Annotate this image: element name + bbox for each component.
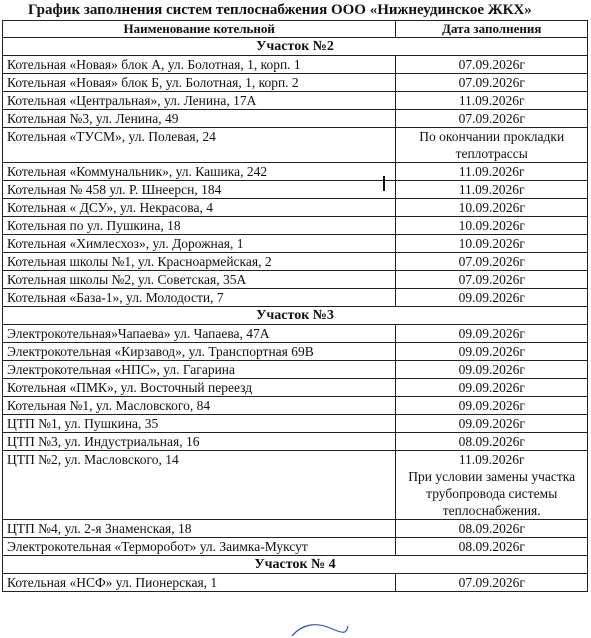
table-row	[3, 361, 588, 379]
table-row	[3, 451, 588, 520]
table-row	[3, 110, 588, 128]
table-header-row	[3, 21, 588, 38]
section-row	[3, 307, 588, 325]
boiler-name-cell: Котельная «Центральная», ул. Ленина, 17А	[3, 92, 396, 110]
boiler-name-cell: Электрокотельная»Чапаева» ул. Чапаева, 47А	[3, 325, 396, 343]
fill-date-cell: 07.09.2026г	[396, 253, 588, 271]
section-label: Участок №3	[3, 307, 588, 325]
table-row	[3, 74, 588, 92]
fill-date-cell: 11.09.2026г	[396, 92, 588, 110]
boiler-name-cell: Котельная « ДСУ», ул. Некрасова, 4	[3, 199, 396, 217]
fill-date-cell: 09.09.2026г	[396, 361, 588, 379]
boiler-name-cell: Котельная по ул. Пушкина, 18	[3, 217, 396, 235]
table-body	[3, 38, 588, 592]
fill-date-cell: 09.09.2026г	[396, 343, 588, 361]
fill-date-cell: 08.09.2026г	[396, 538, 588, 556]
fill-date-cell: 09.09.2026г	[396, 325, 588, 343]
boiler-name-cell: Котельная «Новая» блок А, ул. Болотная, 1, корп. 1	[3, 56, 396, 74]
table-row	[3, 253, 588, 271]
table-row	[3, 217, 588, 235]
fill-date-cell: 10.09.2026г	[396, 199, 588, 217]
section-label: Участок № 4	[3, 556, 588, 574]
table-row	[3, 289, 588, 307]
fill-date-cell: 10.09.2026г	[396, 235, 588, 253]
fill-date-cell	[396, 451, 588, 520]
boiler-name-cell: Котельная «Новая» блок Б, ул. Болотная, 1, корп. 2	[3, 74, 396, 92]
boiler-name-cell: ЦТП №3, ул. Индустриальная, 16	[3, 433, 396, 451]
fill-date-value: 11.09.2026г	[458, 452, 525, 467]
boiler-name-cell: Котельная «ТУСМ», ул. Полевая, 24	[3, 128, 396, 163]
table-row	[3, 325, 588, 343]
boiler-name-cell: Электрокотельная «Терморобот» ул. Заимка-Муксут	[3, 538, 396, 556]
table-row	[3, 397, 588, 415]
boiler-name-cell: Котельная «Химлесхоз», ул. Дорожная, 1	[3, 235, 396, 253]
table-row	[3, 163, 588, 181]
boiler-name-cell: ЦТП №4, ул. 2-я Знаменская, 18	[3, 520, 396, 538]
table-row	[3, 433, 588, 451]
boiler-name-cell: Котельная школы №1, ул. Красноармейская, 2	[3, 253, 396, 271]
section-row	[3, 556, 588, 574]
fill-date-cell: 10.09.2026г	[396, 217, 588, 235]
table-row	[3, 56, 588, 74]
fill-date-cell: 08.09.2026г	[396, 520, 588, 538]
boiler-name-cell: Котельная «База-1», ул. Молодости, 7	[3, 289, 396, 307]
header-boiler-name: Наименование котельной	[3, 21, 396, 38]
boiler-name-cell: Котельная «НСФ» ул. Пионерская, 1	[3, 574, 396, 592]
boiler-name-cell: ЦТП №2, ул. Масловского, 14	[3, 451, 396, 520]
table-row	[3, 271, 588, 289]
table-row	[3, 92, 588, 110]
fill-date-cell: 07.09.2026г	[396, 74, 588, 92]
signature-scribble	[290, 620, 350, 638]
table-row	[3, 379, 588, 397]
fill-date-cell: 07.09.2026г	[396, 110, 588, 128]
boiler-name-cell: Котельная «ПМК», ул. Восточный переезд	[3, 379, 396, 397]
table-row	[3, 235, 588, 253]
fill-date-cell: 07.09.2026г	[396, 574, 588, 592]
boiler-name-cell: Электрокотельная «Кирзавод», ул. Транспортная 69В	[3, 343, 396, 361]
table-row	[3, 520, 588, 538]
document-title: График заполнения систем теплоснабжения ООО «Нижнеудинское ЖКХ»	[28, 2, 532, 18]
boiler-name-cell: Котельная №3, ул. Ленина, 49	[3, 110, 396, 128]
fill-date-cell: 11.09.2026г	[396, 163, 588, 181]
boiler-name-cell: ЦТП №1, ул. Пушкина, 35	[3, 415, 396, 433]
fill-date-cell: 09.09.2026г	[396, 415, 588, 433]
section-row	[3, 38, 588, 56]
boiler-name-cell: Котельная школы №2, ул. Советская, 35А	[3, 271, 396, 289]
fill-date-cell: 07.09.2026г	[396, 271, 588, 289]
fill-date-cell: 09.09.2026г	[396, 379, 588, 397]
fill-date-cell: 07.09.2026г	[396, 56, 588, 74]
table-row	[3, 574, 588, 592]
table-row	[3, 343, 588, 361]
fill-date-cell: По окончании прокладки теплотрассы	[396, 128, 588, 163]
table-row	[3, 128, 588, 163]
pen-stroke-mark	[383, 176, 385, 191]
schedule-table	[2, 20, 588, 592]
header-fill-date: Дата заполнения	[396, 21, 588, 38]
fill-date-cell: 09.09.2026г	[396, 289, 588, 307]
boiler-name-cell: Котельная № 458 ул. Р. Шнеерсн, 184	[3, 181, 396, 199]
table-row	[3, 415, 588, 433]
fill-date-cell: 11.09.2026г	[396, 181, 588, 199]
fill-date-note: При условии замены участка трубопровода системы теплоснабжения.	[408, 469, 576, 518]
table-row	[3, 181, 588, 199]
table-row	[3, 199, 588, 217]
fill-date-cell: 09.09.2026г	[396, 397, 588, 415]
boiler-name-cell: Котельная №1, ул. Масловского, 84	[3, 397, 396, 415]
section-label: Участок №2	[3, 38, 588, 56]
boiler-name-cell: Электрокотельная «НПС», ул. Гагарина	[3, 361, 396, 379]
table-row	[3, 538, 588, 556]
fill-date-cell: 08.09.2026г	[396, 433, 588, 451]
boiler-name-cell: Котельная «Коммунальник», ул. Кашика, 242	[3, 163, 396, 181]
